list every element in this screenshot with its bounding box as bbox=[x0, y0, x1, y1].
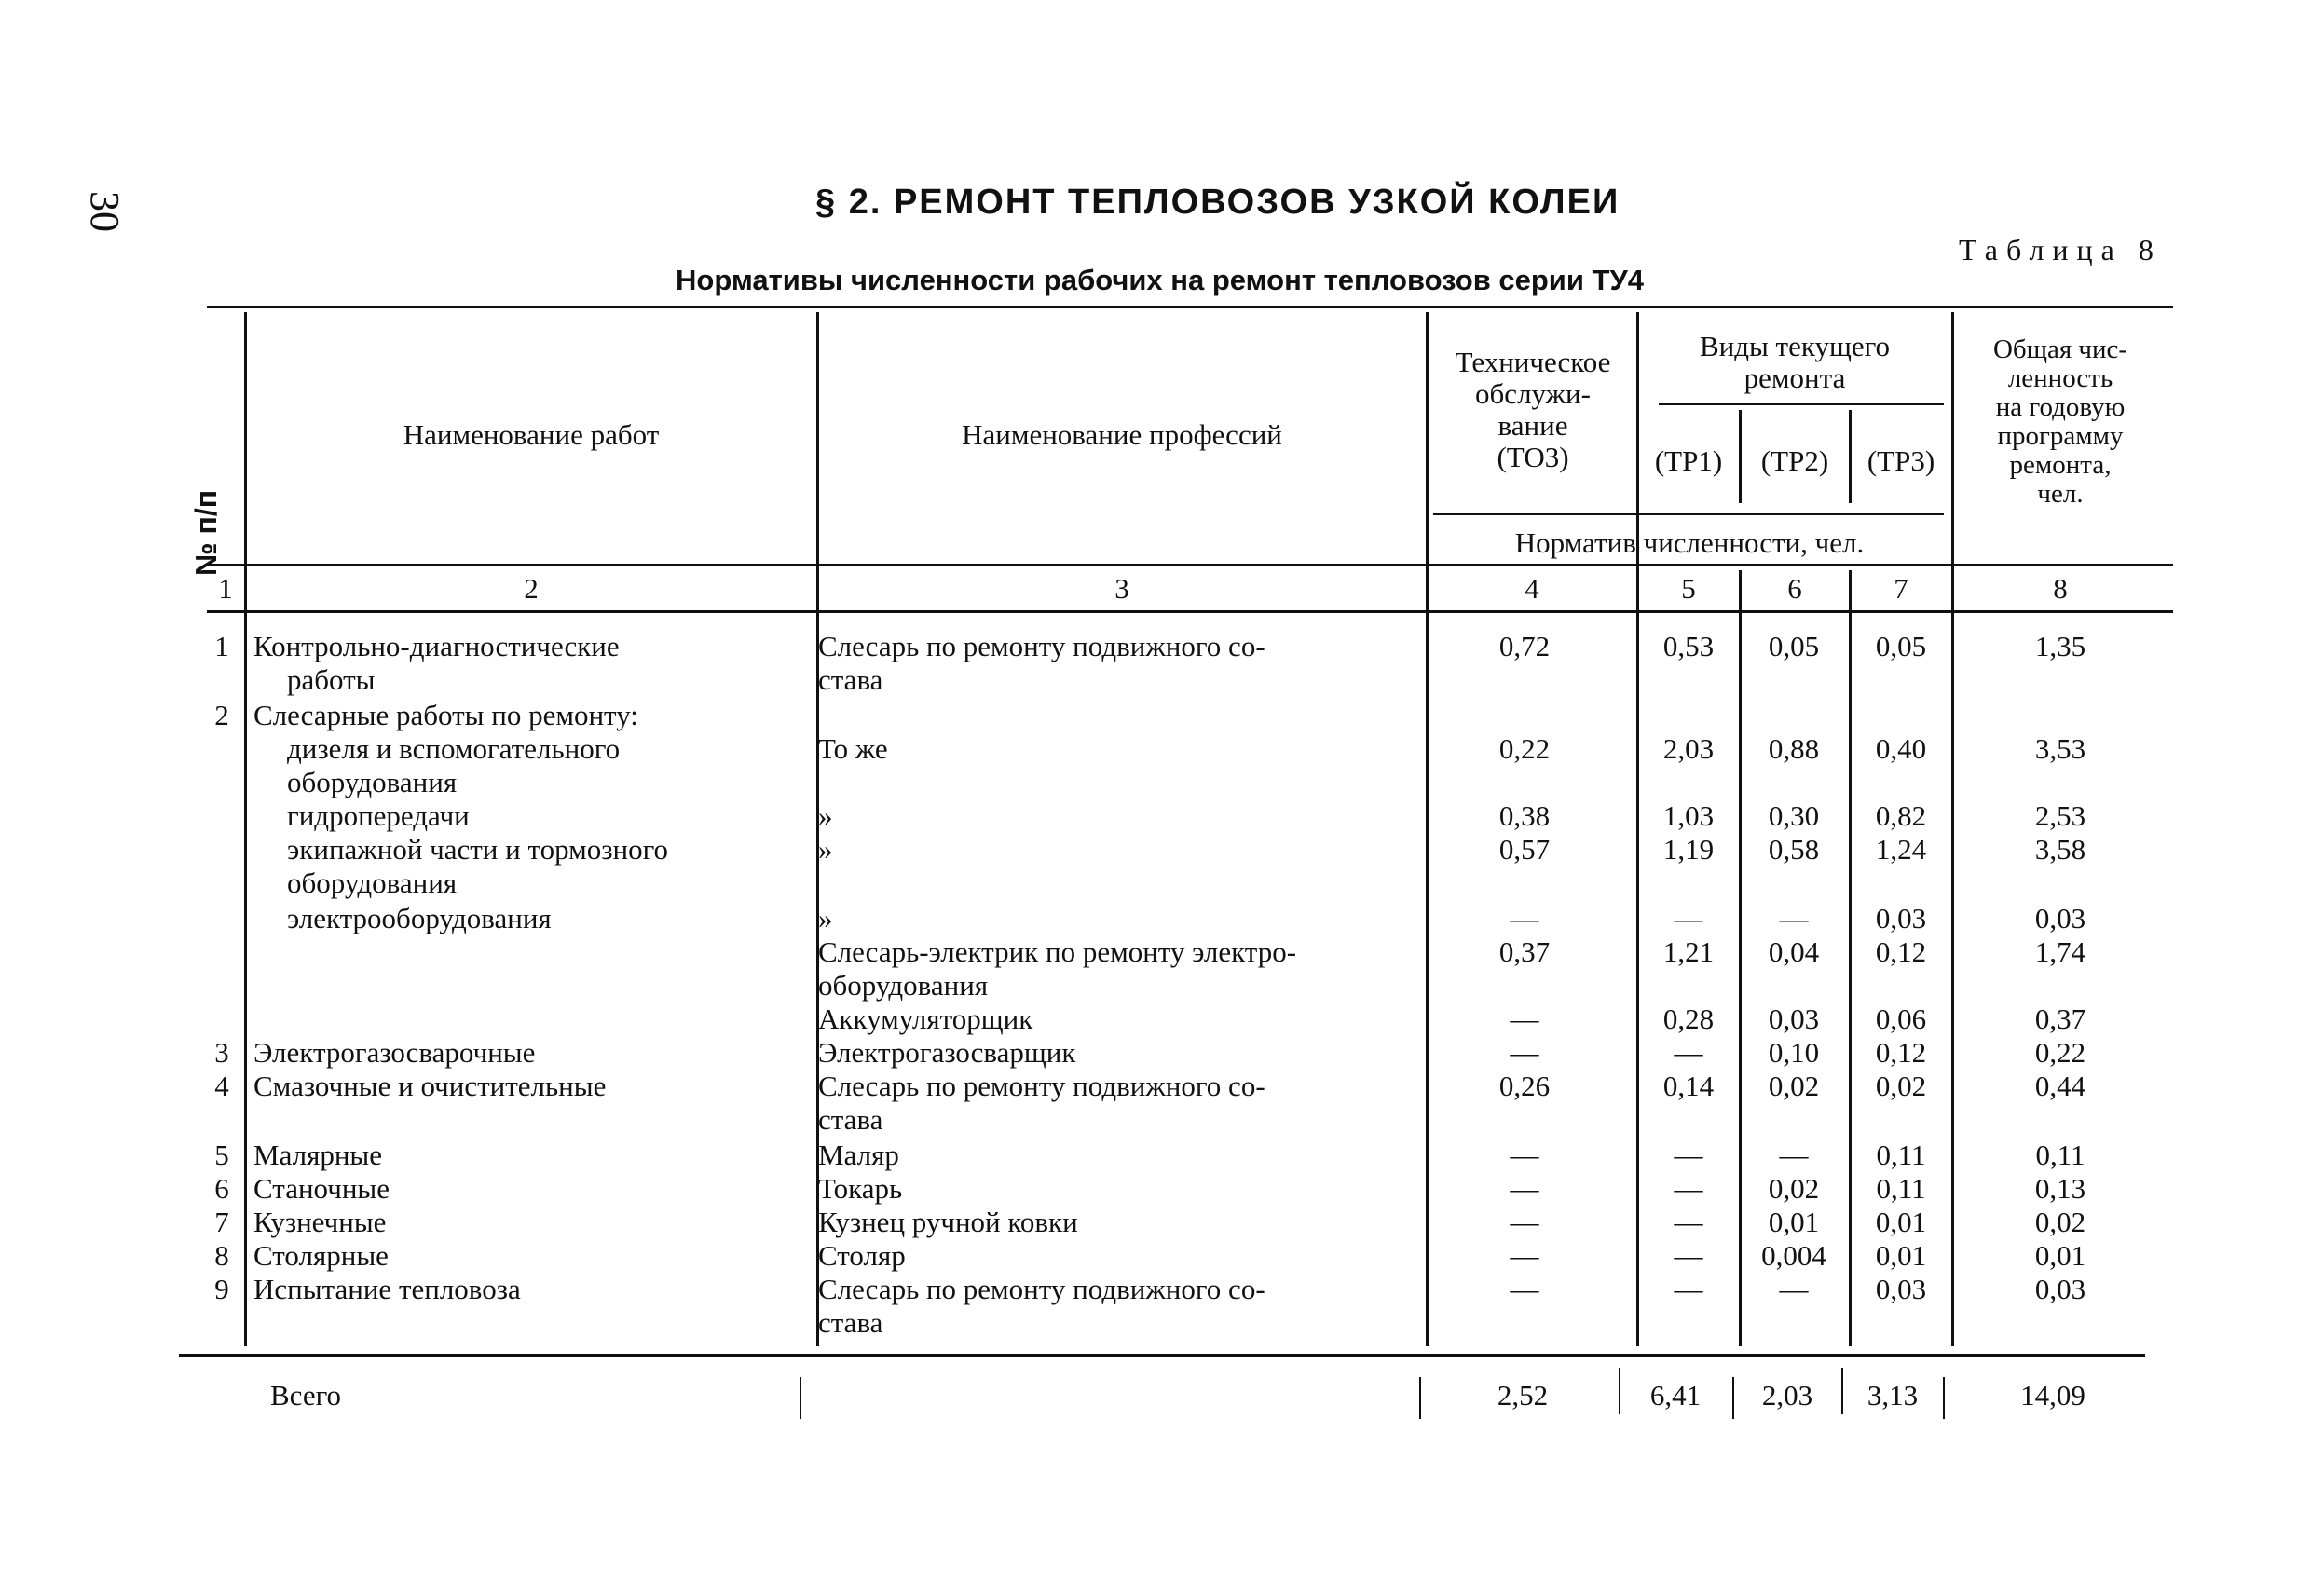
row-work-name: Малярные bbox=[253, 1139, 383, 1171]
total-tr2: 2,03 bbox=[1761, 1379, 1813, 1412]
col-numbers-bottom-rule bbox=[207, 610, 2173, 613]
row-tr3-value: 0,06 bbox=[1875, 1003, 1927, 1035]
header-total-line-4: программу bbox=[1997, 421, 2124, 451]
row-tr3-value: 0,11 bbox=[1876, 1139, 1926, 1171]
row-tr1-value: — bbox=[1674, 1036, 1703, 1069]
header-total-line-2: ленность bbox=[2007, 363, 2113, 393]
header-to3-line-2: обслужи- bbox=[1475, 377, 1591, 410]
row-work-name: работы bbox=[287, 663, 376, 696]
row-work-name: Электрогазосварочные bbox=[253, 1036, 536, 1069]
row-tr2-value: — bbox=[1779, 902, 1809, 934]
row-number: 2 bbox=[214, 699, 229, 731]
header-repair-line-1: Виды текущего bbox=[1699, 330, 1891, 362]
col-rule-1 bbox=[244, 312, 247, 1346]
row-profession: Слесарь по ремонту подвижного со- bbox=[818, 1070, 1265, 1102]
row-total-value: 1,35 bbox=[2034, 630, 2086, 662]
table-top-rule bbox=[207, 306, 2173, 308]
row-tr2-value: 0,03 bbox=[1768, 1003, 1820, 1035]
col-rule-6 bbox=[1849, 410, 1852, 503]
row-profession: » bbox=[818, 799, 833, 832]
table-title: Нормативы численности рабочих на ремонт тепловозов серии ТУ4 bbox=[676, 264, 1644, 296]
row-tr1-value: 2,03 bbox=[1662, 732, 1715, 765]
row-tr2-value: 0,02 bbox=[1768, 1070, 1820, 1102]
row-profession: Аккумуляторщик bbox=[818, 1003, 1033, 1035]
row-work-name: оборудования bbox=[287, 866, 458, 899]
row-tr3-value: 0,82 bbox=[1875, 799, 1927, 832]
row-number: 7 bbox=[214, 1206, 229, 1238]
row-work-name: экипажной части и тормозного bbox=[287, 833, 669, 866]
header-to3-line-1: Техническое bbox=[1455, 346, 1611, 378]
row-to3-value: — bbox=[1510, 1036, 1539, 1069]
row-tr1-value: 1,03 bbox=[1662, 799, 1715, 832]
row-profession: Кузнец ручной ковки bbox=[818, 1206, 1078, 1238]
header-col-tr2: (ТР2) bbox=[1760, 444, 1829, 477]
col-rule-5b bbox=[1739, 570, 1742, 1346]
header-total-line-6: чел. bbox=[2037, 479, 2084, 509]
row-tr3-value: 0,03 bbox=[1875, 1273, 1927, 1305]
header-col-tr1: (ТР1) bbox=[1654, 444, 1723, 477]
page-number: 30 bbox=[82, 191, 128, 232]
col-number-2: 2 bbox=[524, 572, 539, 605]
row-tr2-value: 0,30 bbox=[1768, 799, 1820, 832]
row-total-value: 0,22 bbox=[2034, 1036, 2086, 1069]
row-tr3-value: 0,12 bbox=[1875, 1036, 1927, 1069]
row-total-value: 0,44 bbox=[2034, 1070, 2086, 1102]
header-repair-group bbox=[1640, 331, 1949, 394]
header-col-total bbox=[1955, 335, 2166, 509]
row-number: 1 bbox=[214, 630, 229, 662]
total-to3: 2,52 bbox=[1497, 1379, 1549, 1412]
row-total-value: 2,53 bbox=[2034, 799, 2086, 832]
row-to3-value: — bbox=[1510, 1172, 1539, 1205]
row-number: 4 bbox=[214, 1070, 229, 1102]
row-tr2-value: 0,004 bbox=[1761, 1239, 1826, 1272]
row-profession: » bbox=[818, 902, 833, 934]
row-tr1-value: 1,19 bbox=[1662, 833, 1715, 866]
row-number: 8 bbox=[214, 1239, 229, 1272]
table-label: Таблица 8 bbox=[1959, 233, 2162, 266]
row-tr1-value: 0,53 bbox=[1662, 630, 1715, 662]
total-rule-2 bbox=[1419, 1377, 1421, 1419]
row-profession: става bbox=[818, 1306, 883, 1339]
col-rule-5 bbox=[1739, 410, 1742, 503]
total-rule-4 bbox=[1732, 1377, 1734, 1419]
row-to3-value: 0,38 bbox=[1498, 799, 1551, 832]
header-bottom-rule bbox=[207, 564, 2173, 566]
section-title: § 2. РЕМОНТ ТЕПЛОВОЗОВ УЗКОЙ КОЛЕИ bbox=[815, 183, 1620, 222]
header-repair-line-2: ремонта bbox=[1744, 361, 1846, 394]
row-tr2-value: — bbox=[1779, 1273, 1809, 1305]
row-tr2-value: 0,88 bbox=[1768, 732, 1820, 765]
row-total-value: 0,03 bbox=[2034, 1273, 2086, 1305]
row-tr2-value: — bbox=[1779, 1139, 1809, 1171]
header-total-line-5: ремонта, bbox=[2009, 450, 2112, 480]
row-tr2-value: 0,04 bbox=[1768, 935, 1820, 968]
row-tr3-value: 1,24 bbox=[1875, 833, 1927, 866]
row-profession: Столяр bbox=[818, 1239, 906, 1272]
row-profession: Слесарь по ремонту подвижного со- bbox=[818, 630, 1265, 662]
row-to3-value: 0,72 bbox=[1498, 630, 1551, 662]
row-tr1-value: — bbox=[1674, 902, 1703, 934]
row-number: 3 bbox=[214, 1036, 229, 1069]
total-total: 14,09 bbox=[2020, 1379, 2085, 1412]
row-work-name: оборудования bbox=[287, 766, 458, 798]
row-work-name: Слесарные работы по ремонту: bbox=[253, 699, 638, 731]
header-to3-line-4: (ТО3) bbox=[1497, 441, 1569, 473]
row-work-name: Смазочные и очистительные bbox=[253, 1070, 607, 1102]
row-total-value: 0,11 bbox=[2035, 1139, 2085, 1171]
header-col-tr3: (ТР3) bbox=[1867, 444, 1935, 477]
row-profession: Маляр bbox=[818, 1139, 899, 1171]
row-tr3-value: 0,12 bbox=[1875, 935, 1927, 968]
col-rule-6b bbox=[1849, 570, 1852, 1346]
header-col-profession: Наименование профессий bbox=[962, 418, 1282, 451]
col-rule-3 bbox=[1426, 312, 1429, 1346]
row-profession: Слесарь по ремонту подвижного со- bbox=[818, 1273, 1265, 1305]
row-to3-value: — bbox=[1510, 1003, 1539, 1035]
row-total-value: 0,01 bbox=[2034, 1239, 2086, 1272]
row-tr3-value: 0,01 bbox=[1875, 1239, 1927, 1272]
row-to3-value: 0,22 bbox=[1498, 732, 1551, 765]
row-tr3-value: 0,02 bbox=[1875, 1070, 1927, 1102]
col-number-4: 4 bbox=[1525, 572, 1539, 605]
row-tr1-value: — bbox=[1674, 1206, 1703, 1238]
row-tr1-value: 1,21 bbox=[1662, 935, 1715, 968]
row-to3-value: — bbox=[1510, 1273, 1539, 1305]
row-tr3-value: 0,05 bbox=[1875, 630, 1927, 662]
row-profession: » bbox=[818, 833, 833, 866]
row-tr3-value: 0,40 bbox=[1875, 732, 1927, 765]
total-label: Всего bbox=[270, 1379, 342, 1412]
row-work-name: Станочные bbox=[253, 1172, 390, 1205]
row-profession: Токарь bbox=[818, 1172, 903, 1205]
header-col-number: № п/п bbox=[189, 489, 223, 576]
row-tr1-value: — bbox=[1674, 1239, 1703, 1272]
row-total-value: 0,13 bbox=[2034, 1172, 2086, 1205]
row-work-name: Контрольно-диагностические bbox=[253, 630, 620, 662]
header-to3-line-3: вание bbox=[1497, 409, 1568, 442]
row-number: 9 bbox=[214, 1273, 229, 1305]
repair-group-underline bbox=[1659, 403, 1944, 405]
row-tr2-value: 0,10 bbox=[1768, 1036, 1820, 1069]
row-total-value: 0,03 bbox=[2034, 902, 2086, 934]
header-col-work: Наименование работ bbox=[403, 418, 660, 451]
row-to3-value: — bbox=[1510, 1139, 1539, 1171]
total-tr3: 3,13 bbox=[1867, 1379, 1919, 1412]
row-profession: оборудования bbox=[818, 969, 989, 1002]
row-work-name: Испытание тепловоза bbox=[253, 1273, 521, 1305]
row-profession: Электрогазосварщик bbox=[818, 1036, 1076, 1069]
row-to3-value: 0,57 bbox=[1498, 833, 1551, 866]
row-tr2-value: 0,58 bbox=[1768, 833, 1820, 866]
row-tr2-value: 0,02 bbox=[1768, 1172, 1820, 1205]
row-work-name: гидропередачи bbox=[287, 799, 470, 832]
row-tr1-value: — bbox=[1674, 1139, 1703, 1171]
header-norm-label: Норматив численности, чел. bbox=[1514, 526, 1865, 559]
row-number: 5 bbox=[214, 1139, 229, 1171]
col-number-1: 1 bbox=[218, 572, 233, 605]
col-rule-7 bbox=[1951, 312, 1954, 1346]
col-number-6: 6 bbox=[1787, 572, 1802, 605]
row-to3-value: 0,26 bbox=[1498, 1070, 1551, 1102]
row-tr1-value: 0,28 bbox=[1662, 1003, 1715, 1035]
row-work-name: Кузнечные bbox=[253, 1206, 387, 1238]
body-bottom-rule bbox=[179, 1354, 2145, 1357]
row-tr2-value: 0,01 bbox=[1768, 1206, 1820, 1238]
row-work-name: дизеля и вспомогательного bbox=[287, 732, 621, 765]
norm-label-overline bbox=[1433, 513, 1944, 515]
row-profession: Слесарь-электрик по ремонту электро- bbox=[818, 935, 1297, 968]
row-tr1-value: — bbox=[1674, 1172, 1703, 1205]
row-tr2-value: 0,05 bbox=[1768, 630, 1820, 662]
total-rule-6 bbox=[1943, 1377, 1945, 1419]
row-total-value: 0,02 bbox=[2034, 1206, 2086, 1238]
row-tr3-value: 0,03 bbox=[1875, 902, 1927, 934]
col-number-5: 5 bbox=[1681, 572, 1696, 605]
row-to3-value: — bbox=[1510, 902, 1539, 934]
col-number-7: 7 bbox=[1894, 572, 1908, 605]
header-total-line-1: Общая чис- bbox=[1992, 334, 2128, 364]
row-total-value: 3,58 bbox=[2034, 833, 2086, 866]
row-to3-value: — bbox=[1510, 1239, 1539, 1272]
row-tr3-value: 0,11 bbox=[1876, 1172, 1926, 1205]
header-col-to3 bbox=[1431, 347, 1634, 473]
total-tr1: 6,41 bbox=[1649, 1379, 1702, 1412]
row-profession: То же bbox=[818, 732, 888, 765]
row-tr1-value: 0,14 bbox=[1662, 1070, 1715, 1102]
row-total-value: 3,53 bbox=[2034, 732, 2086, 765]
col-rule-4 bbox=[1636, 312, 1639, 1346]
row-total-value: 0,37 bbox=[2034, 1003, 2086, 1035]
header-total-line-3: на годовую bbox=[1995, 392, 2126, 422]
total-rule-3 bbox=[1619, 1368, 1620, 1414]
row-tr3-value: 0,01 bbox=[1875, 1206, 1927, 1238]
row-profession: става bbox=[818, 1103, 883, 1136]
total-rule-1 bbox=[800, 1377, 801, 1419]
row-number: 6 bbox=[214, 1172, 229, 1205]
col-number-3: 3 bbox=[1114, 572, 1129, 605]
row-work-name: Столярные bbox=[253, 1239, 389, 1272]
row-profession: става bbox=[818, 663, 883, 696]
row-to3-value: — bbox=[1510, 1206, 1539, 1238]
row-work-name: электрооборудования bbox=[287, 902, 552, 934]
row-total-value: 1,74 bbox=[2034, 935, 2086, 968]
row-to3-value: 0,37 bbox=[1498, 935, 1551, 968]
row-tr1-value: — bbox=[1674, 1273, 1703, 1305]
col-number-8: 8 bbox=[2053, 572, 2068, 605]
